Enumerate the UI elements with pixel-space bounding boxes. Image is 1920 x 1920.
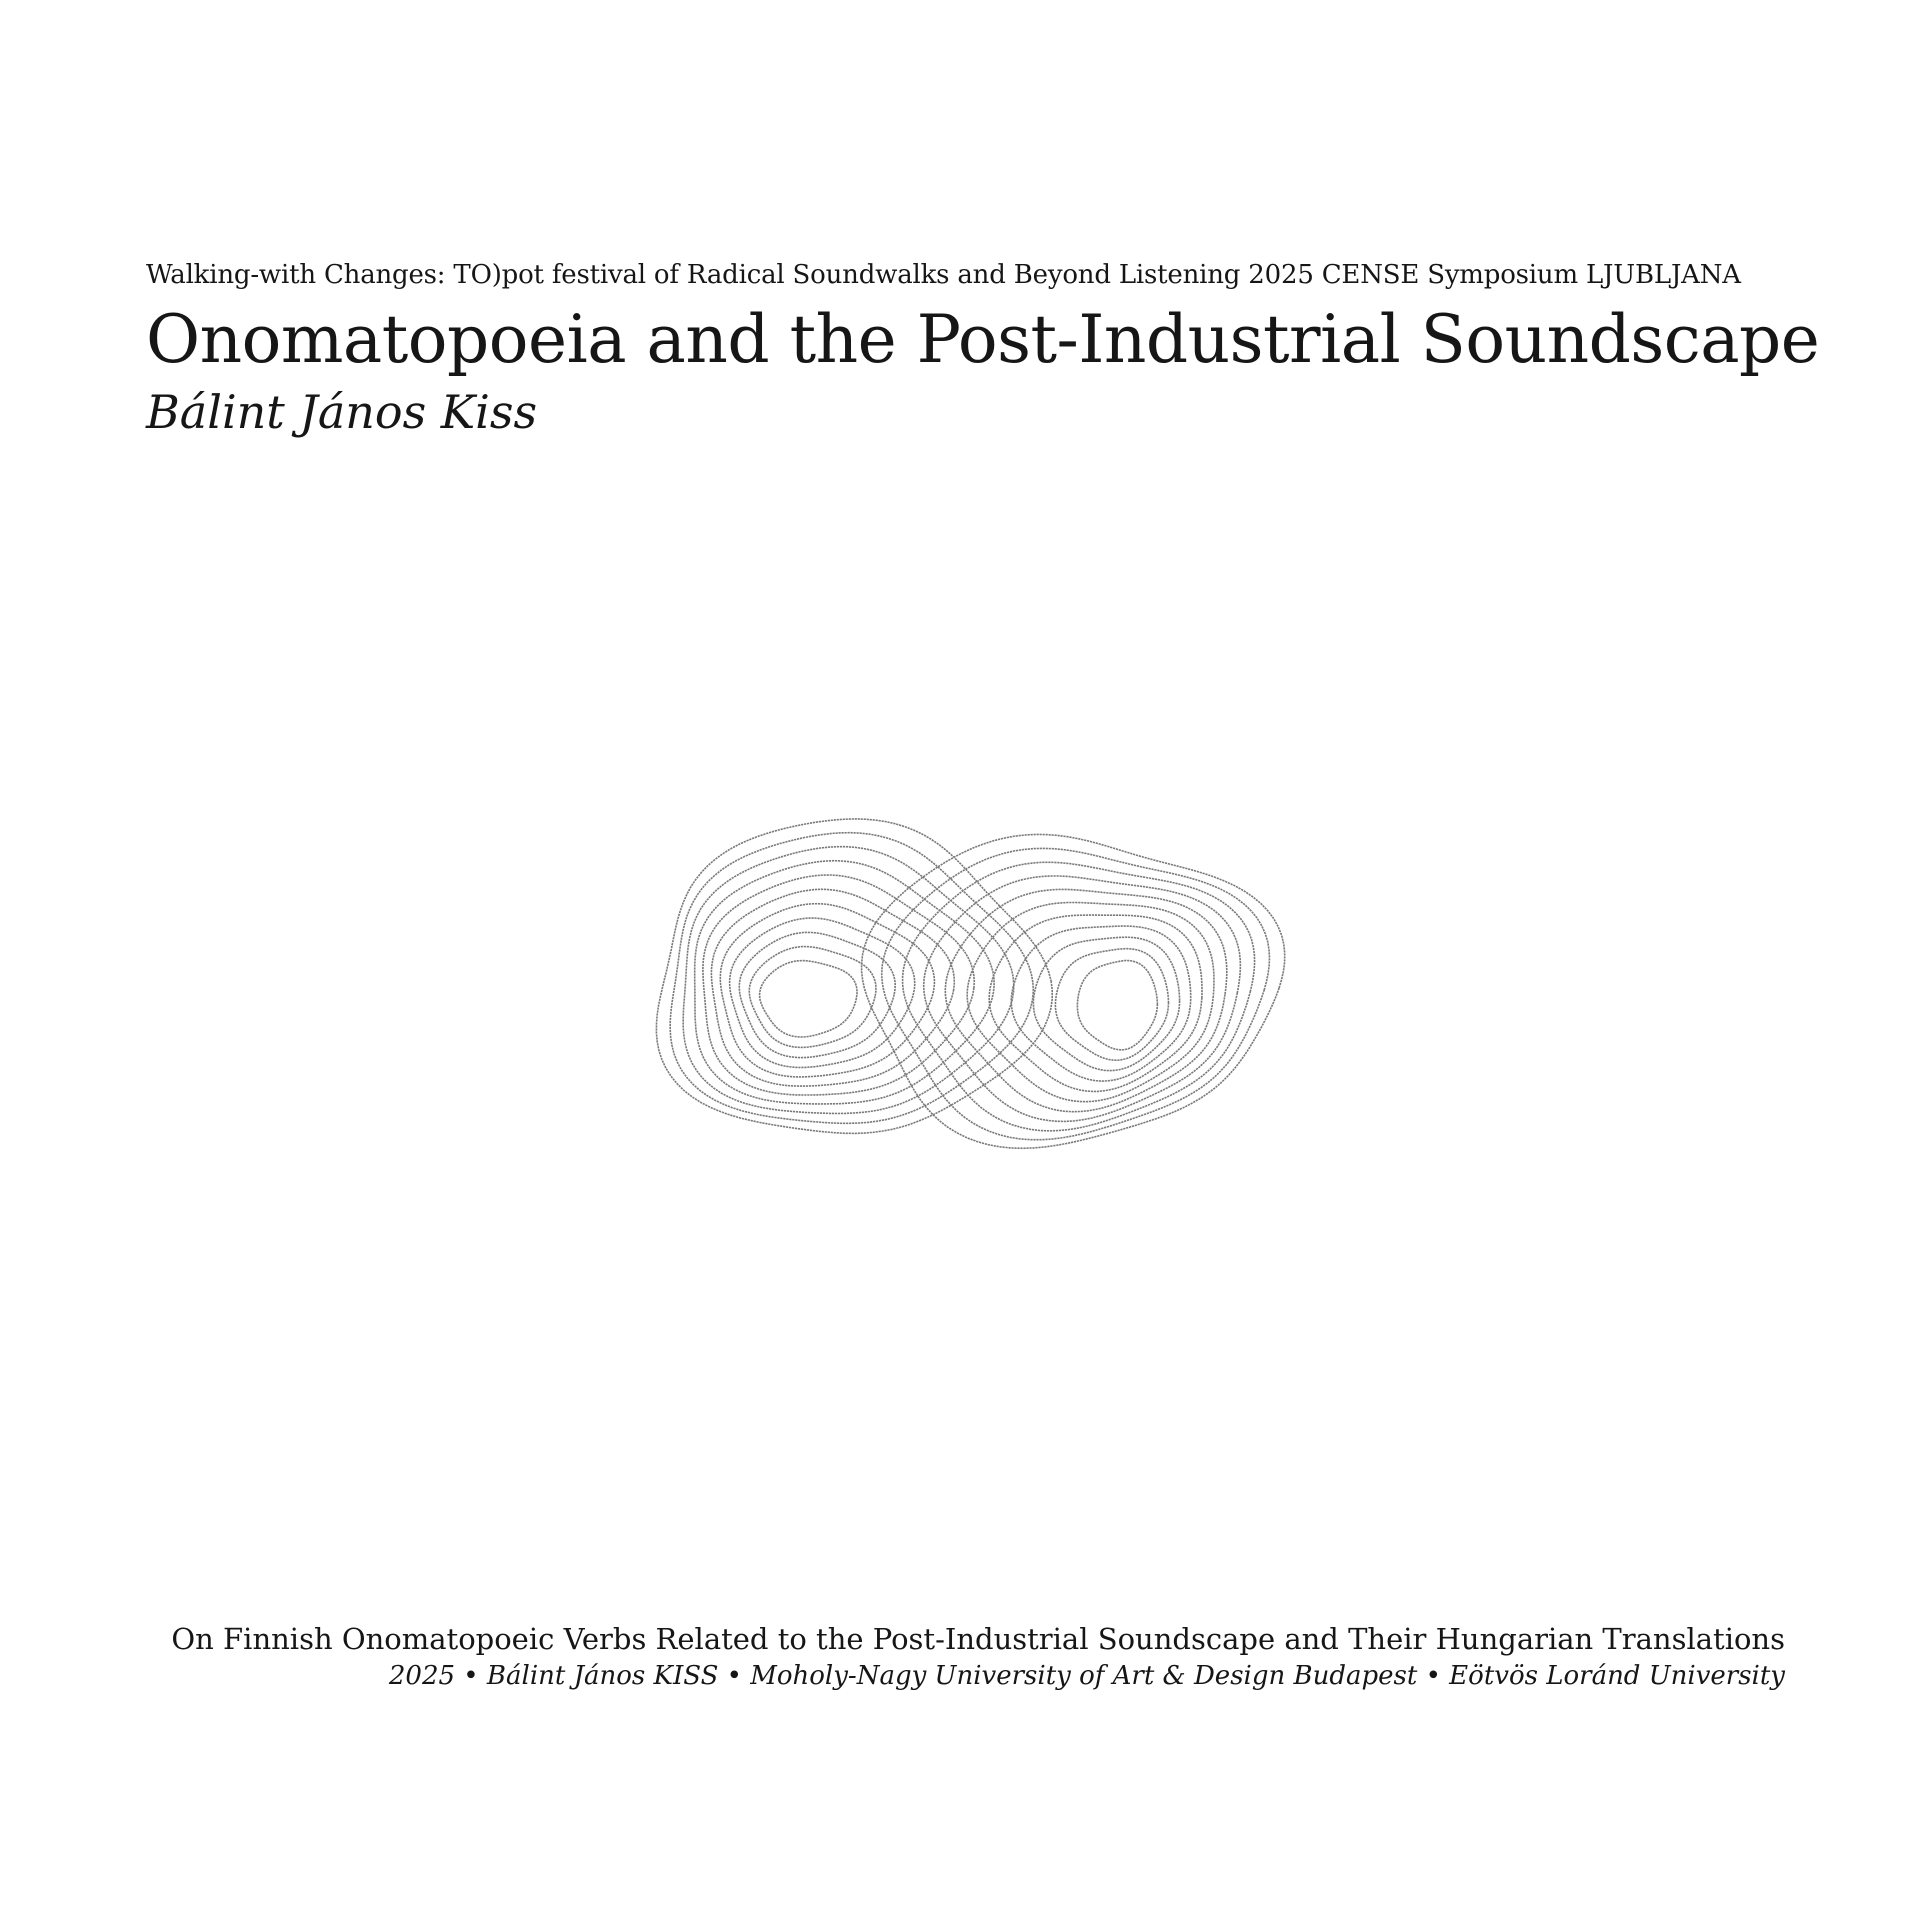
contour-ring bbox=[720, 904, 934, 1077]
contour-ring bbox=[760, 961, 857, 1037]
contour-ring bbox=[862, 834, 1285, 1148]
contour-ring bbox=[1077, 961, 1157, 1050]
contour-rings-illustration bbox=[640, 756, 1290, 1196]
right-ring-set bbox=[862, 834, 1285, 1148]
contour-ring bbox=[924, 876, 1241, 1121]
header bbox=[146, 258, 1820, 440]
footer-subtitle: On Finnish Onomatopoeic Verbs Related to the Post-Industrial Soundscape and Their Hungarian Translations bbox=[171, 1622, 1785, 1656]
contour-ring bbox=[711, 889, 954, 1086]
contour-ring bbox=[739, 932, 895, 1057]
page-title: Onomatopoeia and the Post-Industrial Soundscape bbox=[146, 301, 1820, 378]
event-line: Walking-with Changes: TO)pot festival of Radical Soundwalks and Beyond Listening 2025 CENSE Symposium LJUBLJANA bbox=[146, 260, 1741, 290]
contour-ring bbox=[1055, 949, 1168, 1060]
contour-ring bbox=[683, 847, 1014, 1114]
footer-credits: 2025 • Bálint János KISS • Moholy-Nagy University of Art & Design Budapest • Eötvös Loránd University bbox=[388, 1661, 1785, 1691]
contour-figure bbox=[640, 756, 1290, 1196]
footer bbox=[85, 1620, 1785, 1694]
contour-ring bbox=[989, 915, 1202, 1091]
author-name: Bálint János Kiss bbox=[146, 385, 538, 439]
